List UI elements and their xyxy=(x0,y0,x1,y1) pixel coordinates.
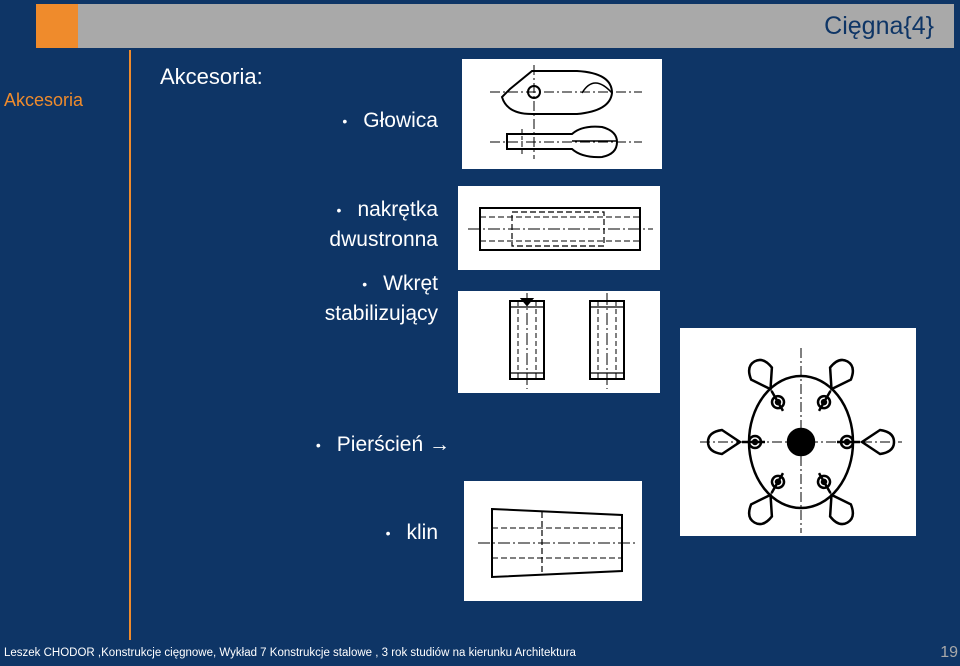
wkret-drawing xyxy=(458,291,660,393)
divider-line xyxy=(129,50,131,640)
bullet-klin xyxy=(386,518,438,548)
bullet-dot: • xyxy=(342,112,348,129)
bullet-dot: • xyxy=(336,201,342,218)
nakretka-drawing xyxy=(458,186,660,270)
pierscien-drawing xyxy=(680,328,916,536)
bullet-dot: • xyxy=(315,436,321,453)
bullet-pierscien xyxy=(316,430,450,460)
klin-drawing xyxy=(464,481,642,601)
page-number: 19 xyxy=(940,644,958,661)
slide-title: Cięgna{4} xyxy=(824,12,934,40)
bullet-text: Pierścień → xyxy=(336,433,450,456)
section-label: Akcesoria xyxy=(4,90,84,110)
bullet-dot: • xyxy=(385,524,391,541)
bullet-wkret xyxy=(325,269,438,328)
bullet-dot: • xyxy=(362,275,368,292)
bullet-text-line2: stabilizujący xyxy=(324,301,438,325)
glowica-drawing xyxy=(462,59,662,169)
bullet-text: Głowica xyxy=(363,109,438,132)
bullet-nakretka xyxy=(329,195,438,254)
footer-text: Leszek CHODOR ,Konstrukcje cięgnowe, Wykład 7 Konstrukcje stalowe , 3 rok studiów na kierunku Architektura xyxy=(4,647,576,659)
slide-heading: Akcesoria: xyxy=(160,64,263,89)
bullet-text-line2: dwustronna xyxy=(329,227,438,251)
bullet-glowica xyxy=(342,106,438,136)
bullet-text: nakrętka xyxy=(357,198,438,221)
title-accent-block xyxy=(36,4,78,48)
bullet-text: klin xyxy=(406,521,438,544)
title-bar xyxy=(36,4,954,48)
bullet-text: Wkręt xyxy=(383,272,438,295)
